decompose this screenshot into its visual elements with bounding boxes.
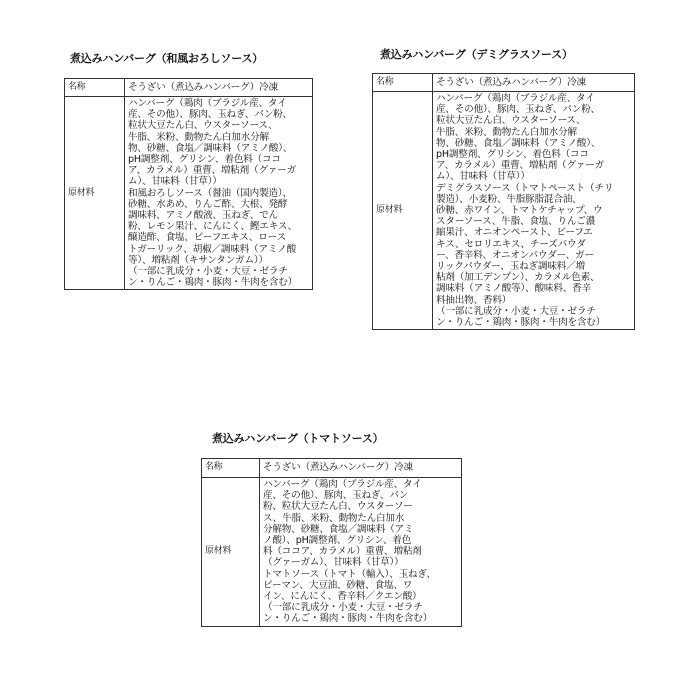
ingredients-label: 原材料 [202,478,260,627]
ingredients-line: 産、その他）、豚肉、玉ねぎ、パン粉、 [128,109,292,121]
ingredients-line: ン・りんご・鶏肉・豚肉・牛肉を含む） [263,613,433,625]
name-row [202,459,462,478]
ingredients-value [260,478,462,627]
ingredients-line: トマトソース（トマト（輸入）、玉ねぎ、 [263,568,436,580]
ingredients-line: pH調整剤、グリシン、着色料（ココ [128,154,281,166]
name-value: そうざい（煮込みハンバーグ）冷凍 [260,459,462,478]
ingredients-line: キス、セロリエキス、チーズパウダ [436,238,586,250]
ingredients-line: 分解物、砂糖、食塩／調味料（アミ [263,523,414,535]
name-row [65,79,313,97]
ingredients-line: 粒状大豆たん白、ウスターソース、 [128,120,278,132]
ingredients-line: ハンバーグ（鶏肉（ブラジル産、タイ [263,479,422,490]
ingredients-line: 調味料（アミノ酸等）、酸味料、香辛 [436,283,591,295]
ingredients-table [372,73,635,330]
label-panel-tomato [201,430,462,627]
ingredients-line: （グァーガム）、甘味料（甘草）） [263,557,404,569]
name-label: 名称 [202,459,260,478]
ingredients-line: イン、にんにく、香辛料／クエン酸） [263,591,422,603]
ingredients-line: 縮果汁、オニオンペースト、ビーフエ [436,227,593,239]
ingredients-line: 砂糖、赤ワイン、トマトケチャップ、ウ [436,205,603,217]
ingredients-line: 牛脂、米粉、動物たん白加水分解 [436,126,577,138]
ingredients-line: 粘剤（加工デンプン）、カラメル色素、 [436,272,600,284]
ingredients-line: 産、その他）、豚肉、玉ねぎ、パン [263,490,409,502]
ingredients-label: 原材料 [373,92,433,330]
ingredients-line: 粉、レモン果汁、にんにく、鰹エキス、 [128,221,297,233]
ingredients-line: 産、その他）、豚肉、玉ねぎ、パン粉、 [436,104,600,116]
panel-title: 煮込みハンバーグ（デミグラスソース） [380,48,573,61]
ingredients-line: ス、牛脂、米粉、動物たん白加水 [263,512,405,524]
ingredients-line: 等）、増粘剤（キサンタンガム）） [128,254,268,266]
ingredients-line: pH調整剤、グリシン、着色料（ココ [436,149,589,161]
panel-title: 煮込みハンバーグ（トマトソース） [212,432,384,445]
ingredients-line: 物、砂糖、食塩／調味料（アミノ酸）、 [128,142,293,154]
label-panel-wafu-oroshi [64,50,313,290]
ingredients-line: 粉、粒状大豆たん白、ウスターソー [263,501,413,513]
ingredients-line: （一部に乳成分・小麦・大豆・ゼラチ [436,305,596,317]
ingredients-row [65,97,313,290]
ingredients-line: 物、砂糖、食塩／調味料（アミノ酸）、 [436,137,601,149]
ingredients-line: スターソース、牛脂、食塩、りんご濃 [436,216,596,228]
ingredients-line: ム）、甘味料（甘草）） [436,171,530,183]
ingredients-line: 料（ココア、カラメル）重曹、増粘剤 [263,546,422,558]
ingredients-row [373,92,635,330]
ingredients-table [201,458,462,627]
ingredients-line: 製造）、小麦粉、牛脂豚脂混合油、 [436,193,582,205]
ingredients-line: ア、カラメル）重曹、増粘剤（グァーガ [436,160,604,172]
ingredients-line: ハンバーグ（鶏肉（ブラジル産、タイ [436,93,595,104]
ingredients-line: ノ酸）、pH調整剤、グリシン、着色 [263,535,412,547]
ingredients-line: 粒状大豆たん白、ウスターソース、 [436,115,586,127]
name-row [373,74,635,92]
ingredients-line: 調味料、アミノ酸液、玉ねぎ、でん [128,210,278,222]
ingredients-table [64,78,313,290]
name-value: そうざい（煮込みハンバーグ）冷凍 [125,79,313,97]
ingredients-line: ハンバーグ（鶏肉（ブラジル産、タイ [128,98,287,109]
ingredients-line: （一部に乳成分・小麦・大豆・ゼラチ [128,266,288,278]
panel-title: 煮込みハンバーグ（和風おろしソース） [70,52,264,65]
ingredients-value [433,92,635,330]
ingredients-label: 原材料 [65,97,125,290]
ingredients-row [202,478,462,627]
name-value: そうざい（煮込みハンバーグ）冷凍 [433,74,635,92]
ingredients-line: ピーマン、大豆油、砂糖、食塩、ワ [263,579,413,591]
name-label: 名称 [65,79,125,97]
ingredients-line: ム）、甘味料（甘草）） [128,176,222,188]
ingredients-line: 牛脂、米粉、動物たん白加水分解 [128,131,269,143]
ingredients-line: ー、香辛料、オニオンパウダー、ガー [436,249,594,261]
name-label: 名称 [373,74,433,92]
ingredients-line: 和風おろしソース（醤油（国内製造）、 [128,187,292,199]
ingredients-line: 料抽出物、香料） [436,294,512,306]
ingredients-line: 醸造酢、食塩、ビーフエキス、ロース [128,232,286,244]
ingredients-line: （一部に乳成分・小麦・大豆・ゼラチ [263,602,423,614]
ingredients-value [125,97,313,290]
ingredients-line: デミグラスソース（トマトペースト（チリ [436,182,614,194]
ingredients-line: 砂糖、水あめ、りんご酢、大根、発酵 [128,198,288,210]
ingredients-line: リックパウダー、玉ねぎ調味料／増 [436,261,585,273]
ingredients-line: ン・りんご・鶏肉・豚肉・牛肉を含む） [128,277,298,289]
ingredients-line: ン・りんご・鶏肉・豚肉・牛肉を含む） [436,317,606,329]
ingredients-line: トガーリック、胡椒／調味料（アミノ酸 [128,243,297,255]
label-panel-demiglace [372,46,635,330]
ingredients-line: ア、カラメル）重曹、増粘剤（グァーガ [128,165,296,177]
